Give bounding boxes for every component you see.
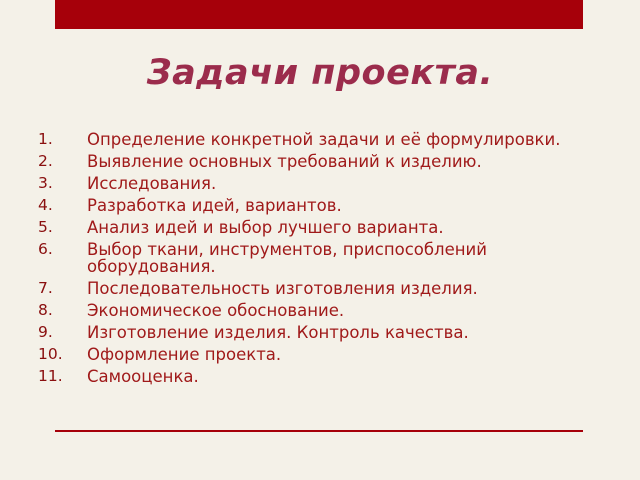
- item-number: 2.: [38, 152, 53, 170]
- item-text: Определение конкретной задачи и её формулировки.: [87, 130, 561, 149]
- list-item: [38, 197, 598, 219]
- list-item: [38, 302, 598, 324]
- slide-title: Задачи проекта.: [146, 53, 494, 93]
- list-item: [38, 324, 598, 346]
- item-number: 6.: [38, 240, 53, 258]
- item-number: 9.: [38, 323, 53, 341]
- item-text: Оформление проекта.: [87, 345, 282, 364]
- item-text: Последовательность изготовления изделия.: [87, 279, 478, 298]
- item-text: Экономическое обоснование.: [87, 301, 345, 320]
- item-number: 10.: [38, 345, 63, 363]
- list-item: [38, 241, 598, 280]
- task-list: [38, 131, 598, 390]
- item-number: 7.: [38, 279, 53, 297]
- list-item: [38, 175, 598, 197]
- item-text: Выявление основных требований к изделию.: [87, 152, 482, 171]
- list-item: [38, 153, 598, 175]
- top-decorative-band: [55, 0, 583, 29]
- item-text: Изготовление изделия. Контроль качества.: [87, 323, 469, 342]
- list-item: [38, 280, 598, 302]
- item-number: 3.: [38, 174, 53, 192]
- item-number: 4.: [38, 196, 53, 214]
- list-item: [38, 368, 598, 390]
- item-number: 11.: [38, 367, 63, 385]
- item-text: Самооценка.: [87, 367, 199, 386]
- item-number: 1.: [38, 130, 53, 148]
- list-item: [38, 346, 598, 368]
- item-text: Выбор ткани, инструментов, приспособлений оборудования.: [87, 240, 487, 276]
- item-text: Исследования.: [87, 174, 217, 193]
- list-item: [38, 219, 598, 241]
- item-text: Анализ идей и выбор лучшего варианта.: [87, 218, 444, 237]
- list-item: [38, 131, 598, 153]
- item-number: 5.: [38, 218, 53, 236]
- item-number: 8.: [38, 301, 53, 319]
- item-text: Разработка идей, вариантов.: [87, 196, 342, 215]
- bottom-divider-line: [55, 430, 583, 432]
